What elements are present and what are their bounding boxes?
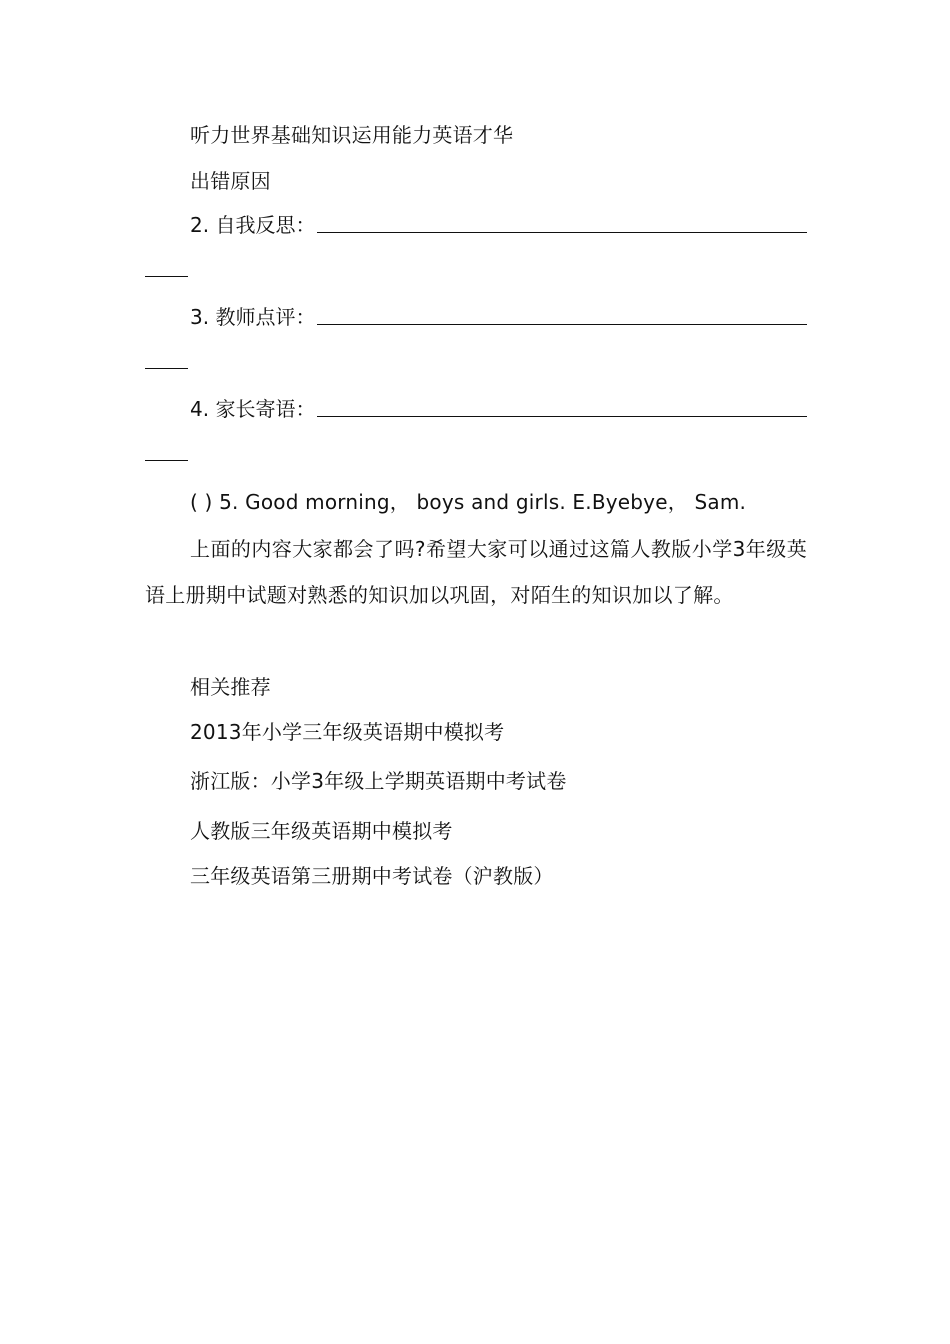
related-link-2[interactable]: 浙江版：小学3年级上学期英语期中考试卷 (190, 769, 567, 793)
category-line: 听力世界基础知识运用能力英语才华 (190, 123, 514, 147)
self-reflection-blank-continuation (145, 276, 188, 277)
self-reflection-field[interactable] (190, 211, 807, 239)
related-link-4[interactable]: 三年级英语第三册期中考试卷（沪教版） (190, 864, 554, 888)
self-reflection-blank[interactable] (317, 232, 807, 233)
question-5: ( ) 5. Good morning， boys and girls. E.Byebye， Sam. (190, 490, 747, 514)
related-link-3[interactable]: 人教版三年级英语期中模拟考 (190, 819, 453, 843)
teacher-comment-blank[interactable] (317, 324, 807, 325)
self-reflection-label: 2. 自我反思： (190, 213, 316, 237)
related-heading: 相关推荐 (190, 675, 271, 699)
parent-message-blank[interactable] (317, 416, 807, 417)
related-link-1[interactable]: 2013年小学三年级英语期中模拟考 (190, 720, 505, 744)
teacher-comment-field[interactable] (190, 303, 807, 331)
teacher-comment-blank-continuation (145, 368, 188, 369)
teacher-comment-label: 3. 教师点评： (190, 305, 316, 329)
error-reason-line: 出错原因 (190, 169, 271, 193)
summary-paragraph: 上面的内容大家都会了吗?希望大家可以通过这篇人教版小学3年级英语上册期中试题对熟悉的知识加以巩固，对陌生的知识加以了解。 (145, 537, 807, 607)
parent-message-label: 4. 家长寄语： (190, 397, 316, 421)
parent-message-field[interactable] (190, 395, 807, 423)
parent-message-blank-continuation (145, 460, 188, 461)
